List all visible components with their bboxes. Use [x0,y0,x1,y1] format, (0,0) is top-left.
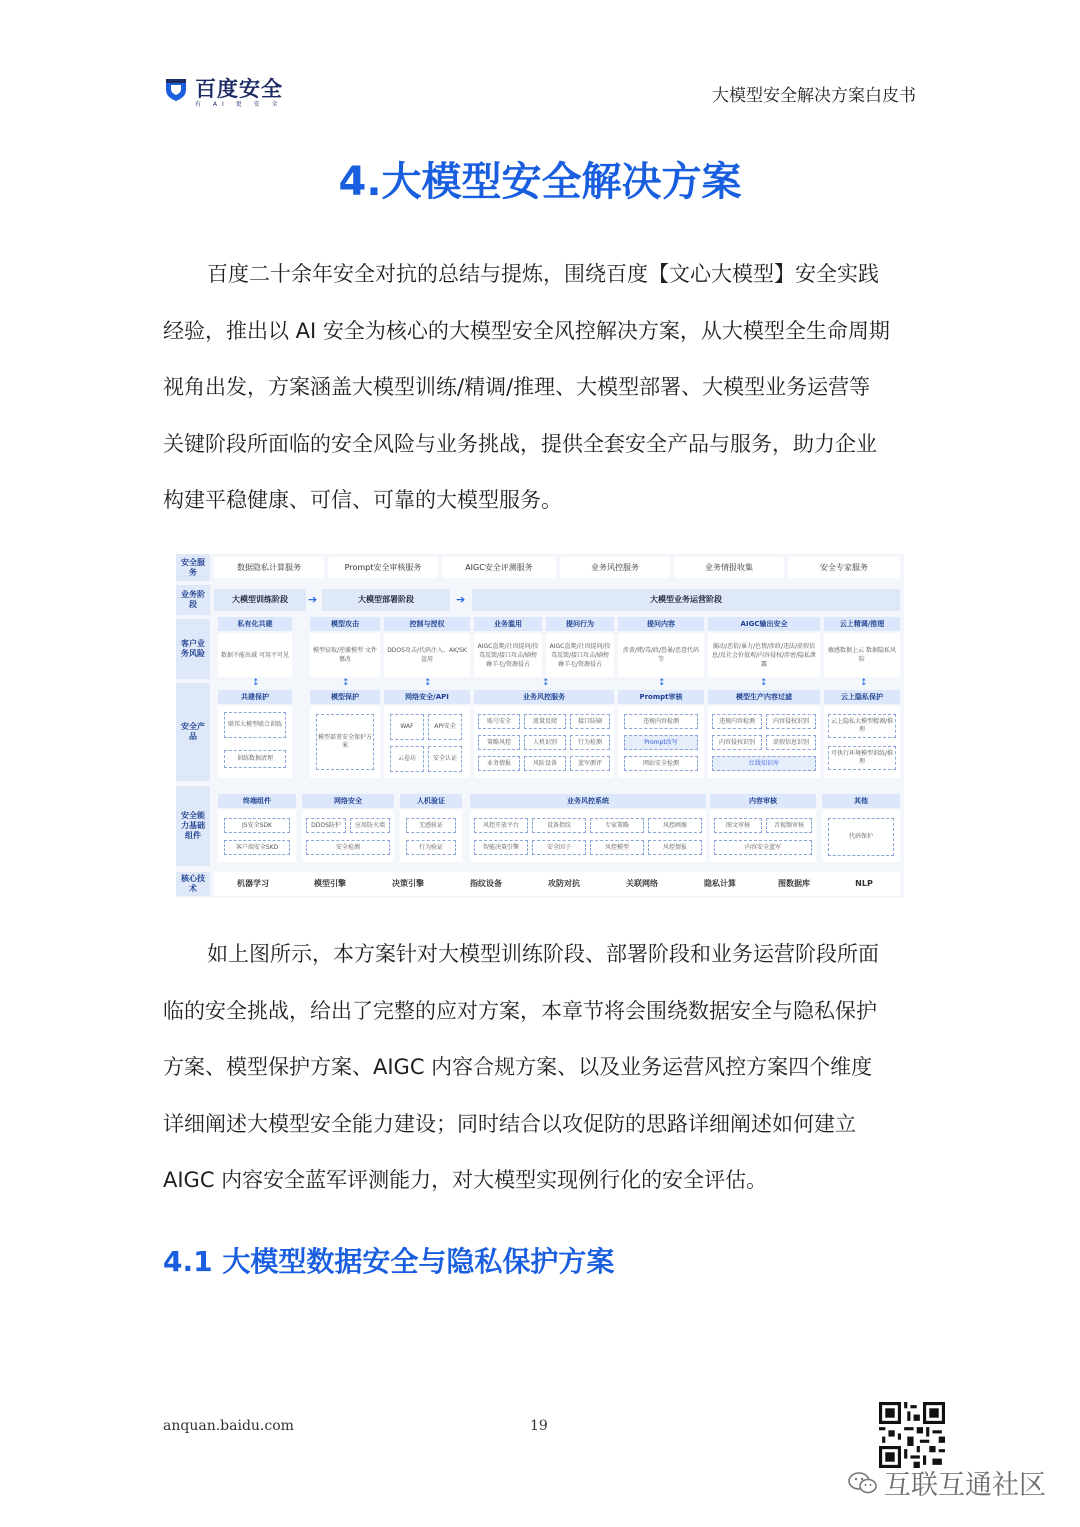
intro-line: 构建平稳健康、可信、可靠的大模型服务。 [163,488,562,512]
core-tech-item: NLP [855,879,873,888]
core-tech-item: 决策引擎 [392,879,424,888]
core-tech-item: 模型引擎 [314,879,346,888]
summary-line: AIGC 内容安全蓝军评测能力，对大模型实现例行化的安全评估。 [163,1168,768,1192]
product-item: 云卷坊 [390,746,424,772]
service-item: 数据隐私计算服务 [214,557,324,578]
summary-line: 方案、模型保护方案、AIGC 内容合规方案、以及业务运营风控方案四个维度 [163,1055,873,1079]
risk-head: 云上精调/推理 [824,617,900,631]
capability-item: 图文审核 [714,818,762,833]
up-arrow-icon: ↕ [542,678,550,688]
product-item: 内容侵权识别 [766,714,816,729]
product-head: 共建保护 [218,690,292,704]
core-tech-item: 关联网络 [626,879,658,888]
capability-item: 无感验证 [406,818,456,833]
product-item: 训练数据清理 [224,750,286,768]
core-tech-item: 攻防对抗 [548,879,580,888]
capability-item: 音视频审核 [766,818,812,833]
stage-operation: 大模型业务运营阶段 [472,589,900,611]
intro-paragraph [163,246,918,529]
product-item: Prompt改写 [624,735,698,750]
product-item: 安全认证 [428,746,462,772]
product-item: 风险设备 [524,756,566,771]
capability-item: 风控模型 [590,840,644,855]
core-tech-item: 指纹设备 [470,879,502,888]
product-item: 蓝军测评 [570,756,610,771]
row-label-service: 安全服务 [176,554,210,581]
risk-body: 敏感数据上云 数据隐私风险 [824,633,900,677]
capability-head: 内容审核 [710,794,816,808]
core-tech-item: 机器学习 [237,879,269,888]
footer-url[interactable]: anquan.baidu.com [163,1418,294,1434]
capability-head: 业务风控系统 [470,794,706,808]
capability-item: 代码保护 [828,818,894,856]
up-arrow-icon: ↕ [760,678,768,688]
qr-code-icon [879,1402,945,1468]
up-arrow-icon: ↕ [860,678,868,688]
row-label-core: 核心技术 [176,872,210,896]
capability-item: 智能决策引擎 [474,840,528,855]
capability-item: 客户端安全SKD [224,840,290,855]
summary-line: 临的安全挑战，给出了完整的应对方案，本章节将会围绕数据安全与隐私保护 [163,998,877,1023]
shield-logo-icon [163,76,189,102]
product-item: 违规内容检测 [712,714,762,729]
logo-text: 百度安全 [195,77,283,101]
capability-item: 风控画像 [648,818,702,833]
product-item: 内容侵权识别 [712,735,762,750]
product-head: 模型保护 [310,690,380,704]
product-item: 接口防刷 [570,714,610,729]
baidu-security-logo [163,74,283,108]
risk-body: AIGC盗爬/社因提问/投毒反馈/接口攻击/刷榜薅羊毛/资源侵占 [546,633,614,677]
product-head: 业务风控服务 [474,690,614,704]
risk-head: 私有化共建 [218,617,292,631]
intro-line: 关键阶段所面临的安全风险与业务挑战，提供全套安全产品与服务，助力企业 [163,431,877,456]
risk-body: DDOS攻击/代码注入、AK/SK盗用 [384,633,470,677]
intro-line: 经验，推出以 AI 安全为核心的大模型安全风控解决方案，从大模型全生命周期 [163,318,890,343]
watermark [848,1463,1046,1502]
row-label-product: 安全产品 [176,683,210,781]
intro-line: 百度二十余年安全对抗的总结与提炼，围绕百度【文心大模型】安全实践 [207,262,879,286]
product-item: 云上隐私大模型精调/推理 [828,714,896,738]
product-head: Prompt审核 [618,690,704,704]
capability-head: 其他 [822,794,900,808]
capability-item: JS安全SDK [224,818,290,833]
stage-training: 大模型训练阶段 [214,589,306,611]
service-item: 安全专家服务 [788,557,900,578]
product-head: 网络安全/API [384,690,470,704]
product-item: 业务情报 [478,756,520,771]
risk-head: 业务滥用 [474,617,542,631]
risk-body: 模型窃取/逆激模型 文件篡改 [310,633,380,677]
risk-head: AIGC输出安全 [708,617,820,631]
up-arrow-icon: ↕ [658,678,666,688]
capability-head: 网络安全 [302,794,394,808]
up-arrow-icon: ↕ [342,678,350,688]
capability-head: 终端组件 [218,794,296,808]
capability-item: 内容安全蓝军 [714,840,812,855]
core-tech-item: 图数据库 [778,879,810,888]
up-arrow-icon: ↕ [424,678,432,688]
service-item: 业务风控服务 [560,557,670,578]
product-item: 模型部署安全保护方案 [316,714,374,770]
risk-head: 模型攻击 [310,617,380,631]
product-item: 联邦大模型联合训练 [224,712,286,738]
wechat-icon [848,1471,878,1495]
summary-line: 详细阐述大模型安全能力建设；同时结合以攻促防的思路详细阐述如何建立 [163,1111,856,1136]
capability-item: 设备指纹 [532,818,586,833]
product-item: 行为检测 [570,735,610,750]
capability-item: 安全检测 [306,840,390,855]
capability-head: 人机验证 [400,794,462,808]
watermark-text: 互联互通社区 [884,1470,1046,1501]
capability-item: DDOS防护 [306,818,346,833]
risk-head: 控制与授权 [384,617,470,631]
intro-line: 视角出发，方案涵盖大模型训练/精调/推理、大模型部署、大模型业务运营等 [163,375,871,399]
row-label-stage: 业务阶段 [176,585,210,615]
product-item: 账号安全 [478,714,520,729]
risk-head: 提问内容 [618,617,704,631]
capability-item: 风控开放平台 [474,818,528,833]
solution-architecture-diagram [176,554,904,898]
product-item: 策略风控 [478,735,520,750]
risk-body: 涉黄/赌/毒/政/恐暴/恶意代码等 [618,633,704,677]
capability-item: 风控情报 [648,840,702,855]
core-tech-item: 隐私计算 [704,879,736,888]
section-title: 4.1 大模型数据安全与隐私保护方案 [163,1245,615,1278]
capability-item: 安全因子 [532,840,586,855]
chapter-title: 4.大模型安全解决方案 [338,159,742,205]
summary-paragraph [163,926,918,1209]
capability-item: 行为验证 [406,840,456,855]
product-head: 云上隐私保护 [824,690,900,704]
row-label-risk: 客户业务风险 [176,619,210,679]
stage-deployment: 大模型部署阶段 [322,589,450,611]
logo-slogan: 有 AI 更 安 全 [195,101,283,108]
row-label-capability: 安全能力基础组件 [176,786,210,866]
product-item: 红线知识库 [712,756,816,771]
product-item: 网站安全检测 [624,756,698,771]
service-item: 业务情报收集 [674,557,784,578]
product-item: 流量反爬 [524,714,566,729]
risk-body: AIGC盗爬/社因提问/投毒反馈/接口攻击/刷榜薅羊毛/资源侵占 [474,633,542,677]
document-title: 大模型安全解决方案白皮书 [712,86,916,106]
service-item: Prompt安全审核服务 [328,557,438,578]
service-item: AIGC安全评测服务 [442,557,556,578]
risk-head: 提问行为 [546,617,614,631]
product-item: API安全 [428,714,462,740]
product-head: 模型生产内容过滤 [708,690,820,704]
product-item: WAF [390,714,424,740]
product-item: 人机识别 [524,735,566,750]
page-number: 19 [530,1418,548,1434]
capability-item: 应用防火墙 [350,818,390,833]
right-arrow-icon: ➔ [308,593,318,606]
risk-body: 煽动/恶俗/暴力/色情/涉政/违法/虚假信息/反社会价值观/内容侵权/涉密/隐私泄露 [708,633,820,677]
risk-body: 数据不能出域 可用不可见 [218,633,292,677]
capability-item: 专家策略 [590,818,644,833]
up-arrow-icon: ↕ [252,678,260,688]
right-arrow-icon: ➔ [456,593,466,606]
product-item: 虚假信息识别 [766,735,816,750]
product-item: 可执行环境模型训练/推理 [828,746,896,770]
summary-line: 如上图所示，本方案针对大模型训练阶段、部署阶段和业务运营阶段所面 [207,942,879,966]
product-item: 违规内容检测 [624,714,698,729]
